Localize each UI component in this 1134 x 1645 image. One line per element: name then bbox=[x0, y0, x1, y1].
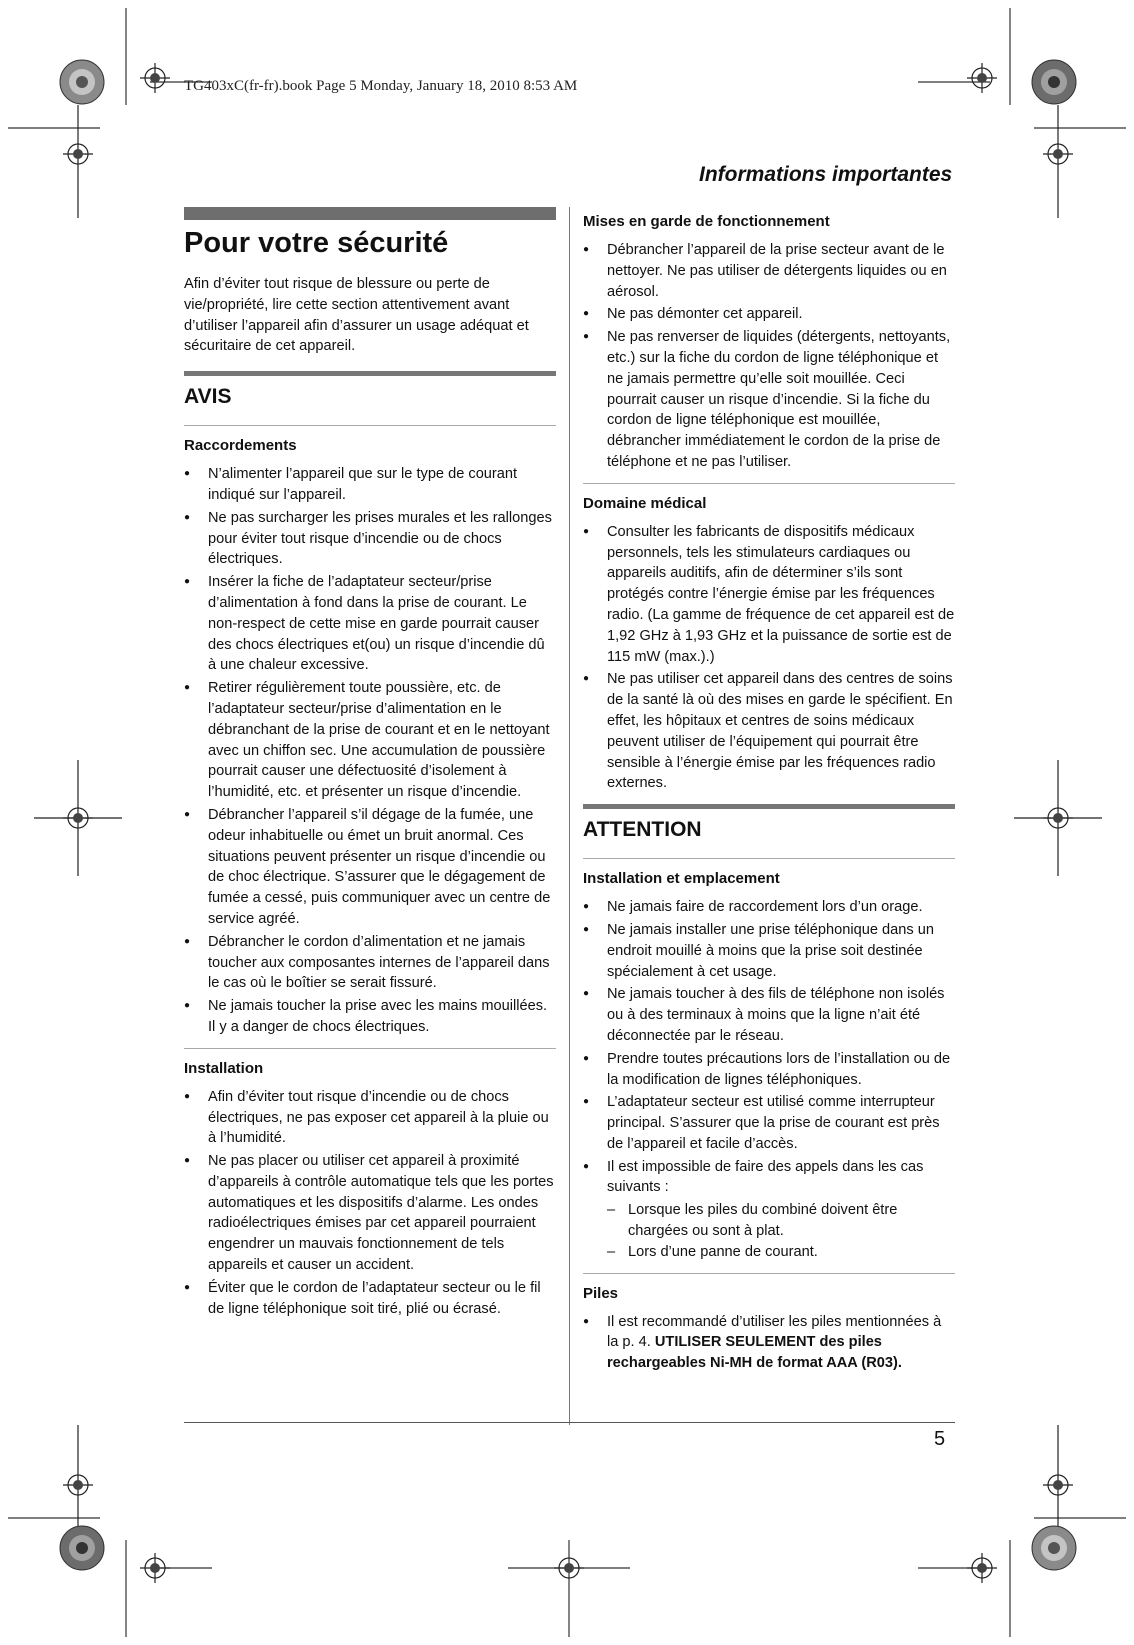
mises-en-garde-list bbox=[583, 240, 955, 473]
list-item: ● Insérer la fiche de l’adaptateur secteur/prise d’alimentation à fond dans la prise de courant. Le non-respect de cette mise en garde pourrait causer des chocs électriques et(ou) un risque d’incendie dû à une chaleur excessive. bbox=[184, 572, 556, 676]
divider bbox=[583, 1273, 955, 1274]
book-header-line: TG403xC(fr-fr).book Page 5 Monday, January 18, 2010 8:53 AM bbox=[184, 78, 578, 94]
list-item: ● Ne pas utiliser cet appareil dans des centres de soins de la santé là où des mises en garde le spécifient. En effet, les hôpitaux et centres de soins médicaux peuvent utiliser de l’équipement qui pourrait être sensible à l’énergie émise par les fréquences radio externes. bbox=[583, 669, 955, 794]
list-item: ● Débrancher l’appareil de la prise secteur avant de le nettoyer. Ne pas utiliser de détergents liquides ou en aérosol. bbox=[583, 240, 955, 302]
list-item-text: Il est impossible de faire des appels dans les cas suivants : bbox=[607, 1158, 924, 1196]
right-column bbox=[583, 212, 955, 1380]
list-item: ● Éviter que le cordon de l’adaptateur secteur ou le fil de ligne téléphonique soit tiré, plié ou écrasé. bbox=[184, 1278, 556, 1320]
sub-list bbox=[607, 1200, 955, 1262]
title-band bbox=[184, 207, 556, 220]
list-item: ● Ne pas placer ou utiliser cet appareil à proximité d’appareils à contrôle automatique tels que les portes automatiques et les dispositifs d’alarme. Les ondes radioélectriques émises par cet appareil pourraient engendrer un mauvais fonctionnement de tels appareils et causer un accident. bbox=[184, 1151, 556, 1276]
list-item: ● Consulter les fabricants de dispositifs médicaux personnels, tels les stimulateurs cardiaques ou appareils auditifs, afin de déterminer s’ils sont protégés contre l’énergie émise par les fréquences radio. (La gamme de fréquence de cet appareil est de 1,92 GHz à 1,93 GHz et la puissance de sortie est de 115 mW (max.).) bbox=[583, 522, 955, 668]
list-item: ● Débrancher l’appareil s’il dégage de la fumée, une odeur inhabituelle ou émet un bruit anormal. Ces situations peuvent présenter un risque d’incendie ou de choc électrique. S’assurer que le dégagement de fumée a cessé, puis communiquer avec un centre de service agréé. bbox=[184, 805, 556, 930]
list-item: ● Ne jamais toucher à des fils de téléphone non isolés ou à des terminaux à moins que la ligne n’ait été déconnectée par le réseau. bbox=[583, 984, 955, 1046]
list-item: ● Ne jamais faire de raccordement lors d’un orage. bbox=[583, 897, 955, 918]
installation-heading: Installation bbox=[184, 1059, 264, 1077]
installation-emplacement-list bbox=[583, 897, 955, 1263]
list-item: ● L’adaptateur secteur est utilisé comme interrupteur principal. S’assurer que la prise de courant est près de l’appareil et facile d’accès. bbox=[583, 1092, 955, 1154]
page-number: 5 bbox=[934, 1428, 946, 1450]
section-heading: Informations importantes bbox=[699, 163, 953, 186]
mises-en-garde-heading: Mises en garde de fonctionnement bbox=[583, 213, 830, 230]
footer-rule bbox=[184, 1422, 955, 1423]
installation-emplacement-heading: Installation et emplacement bbox=[583, 870, 780, 888]
list-item: ● N’alimenter l’appareil que sur le type de courant indiqué sur l’appareil. bbox=[184, 464, 556, 506]
list-item: ● Ne jamais toucher la prise avec les mains mouillées. Il y a danger de chocs électriques. bbox=[184, 996, 556, 1038]
domaine-medical-list bbox=[583, 522, 955, 794]
list-item bbox=[583, 1312, 955, 1374]
list-item: ● Retirer régulièrement toute poussière, etc. de l’adaptateur secteur/prise d’alimentation en le débranchant de la prise de courant et en le nettoyant avec un chiffon sec. Une accumulation de poussière pourrait causer une défectuosité d’isolement à l’humidité, etc. et présenter un risque d’incendie. bbox=[184, 678, 556, 803]
sub-list-item: – Lors d’une panne de courant. bbox=[607, 1242, 955, 1263]
list-item bbox=[583, 1157, 955, 1263]
page-title: Pour votre sécurité bbox=[184, 227, 449, 259]
sub-list-item: – Lorsque les piles du combiné doivent être chargées ou sont à plat. bbox=[607, 1200, 955, 1242]
piles-bold-text: UTILISER SEULEMENT des piles rechargeables Ni-MH de format AAA (R03). bbox=[607, 1334, 902, 1372]
raccordements-list bbox=[184, 464, 556, 1038]
avis-heading: AVIS bbox=[184, 385, 232, 409]
raccordements-heading: Raccordements bbox=[184, 437, 297, 455]
list-item: ● Ne jamais installer une prise téléphonique dans un endroit mouillé à moins que la prise soit destinée spécialement à cet usage. bbox=[583, 920, 955, 982]
avis-band bbox=[184, 371, 556, 376]
divider bbox=[583, 483, 955, 484]
list-item: ● Ne pas renverser de liquides (détergents, nettoyants, etc.) sur la fiche du cordon de ligne téléphonique et ne jamais permettre qu’elle soit mouillée. Ceci pourrait causer un risque d’incendie. Si la fiche du cordon de ligne téléphonique est mouillée, débrancher immédiatement le cordon de la prise de téléphone et ne pas l’utiliser. bbox=[583, 327, 955, 473]
column-divider bbox=[569, 207, 570, 1425]
attention-heading: ATTENTION bbox=[583, 818, 702, 842]
divider bbox=[184, 1048, 556, 1049]
list-item: ● Prendre toutes précautions lors de l’installation ou de la modification de lignes téléphoniques. bbox=[583, 1049, 955, 1091]
piles-heading: Piles bbox=[583, 1284, 619, 1302]
divider bbox=[184, 425, 556, 426]
list-item: ● Ne pas démonter cet appareil. bbox=[583, 304, 955, 325]
intro-paragraph: Afin d’éviter tout risque de blessure ou perte de vie/propriété, lire cette section attentivement avant d’utiliser l’appareil afin d’assurer un usage adéquat et sécuritaire de cet appareil. bbox=[184, 276, 529, 355]
attention-band bbox=[583, 804, 955, 809]
list-item: ● Ne pas surcharger les prises murales et les rallonges pour éviter tout risque d’incendie ou de chocs électriques. bbox=[184, 508, 556, 570]
divider bbox=[583, 858, 955, 859]
list-item: ● Débrancher le cordon d’alimentation et ne jamais toucher aux composantes internes de l’appareil dans le cas où le boîtier se serait fissuré. bbox=[184, 932, 556, 994]
list-item: ● Afin d’éviter tout risque d’incendie ou de chocs électriques, ne pas exposer cet appareil à la pluie ou à l’humidité. bbox=[184, 1087, 556, 1149]
domaine-medical-heading: Domaine médical bbox=[583, 494, 707, 512]
piles-text: Il est recommandé d’utiliser les piles mentionnées à la p. 4. bbox=[607, 1313, 942, 1351]
installation-list bbox=[184, 1087, 556, 1320]
left-column bbox=[184, 207, 556, 1325]
piles-list bbox=[583, 1312, 955, 1374]
